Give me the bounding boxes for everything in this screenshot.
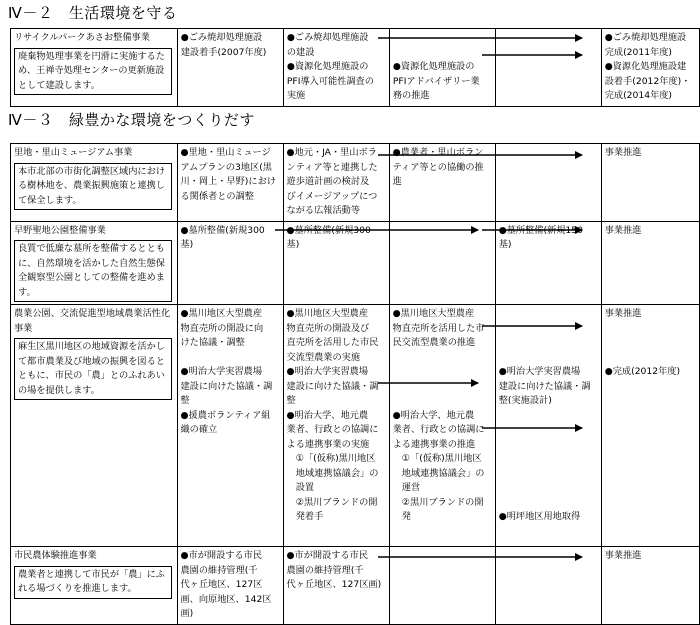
year-cell [601, 144, 699, 222]
plan-item: ●資源化処理施設の PFIアドバイザリー業 務の推進 [392, 61, 480, 101]
year-cell [601, 547, 699, 625]
table-row [11, 305, 700, 547]
plan-table-4-3 [10, 143, 700, 625]
project-title: 早野聖地公園整備事業 [14, 224, 106, 236]
year-cell [177, 305, 283, 547]
section-heading-4-3: Ⅳ－３ 緑豊かな環境をつくりだす [8, 111, 255, 129]
year-cell [283, 144, 389, 222]
plan-item: ●ごみ焼却処理施設 完成(2011年度) ●資源化処理施設建 設着手(2012年度)・ 完成(2014年度) [604, 32, 691, 101]
table-row [11, 29, 700, 107]
plan-item: ●墓所整備(新規150 基) [498, 224, 583, 250]
plan-item: ●ごみ焼却処理施設 建設着手(2007年度) [180, 32, 267, 58]
project-description: 農業者と連携して市民が「農」にふれる場づくりを推進します。 [14, 566, 172, 599]
project-title: 農業公園、交流促進型地域農業活性化事業 [14, 308, 171, 334]
plan-item: 事業推進 [604, 224, 642, 236]
year-cell [177, 29, 283, 107]
project-title: 里地・里山ミュージアム事業 [14, 147, 133, 158]
plan-item: ●明治大学実習農場 建設に向けた協議・調 整(実施設計) ●明坪地区用地取得 [498, 366, 591, 522]
plan-item: ●農業者・里山ボラン ティア等との協働の推 進 [392, 147, 484, 187]
plan-item: ●市が開設する市民 農園の維持管理(千 代ヶ丘地区、127区画) [286, 550, 382, 590]
project-cell [11, 305, 178, 547]
year-cell [495, 547, 601, 625]
year-cell [389, 221, 495, 305]
year-cell [177, 221, 283, 305]
year-cell [495, 144, 601, 222]
plan-item: 事業推進 [604, 550, 642, 561]
project-description: 廃棄物処理事業を円滑に実施するため、王禅寺処理センターの更新施設として建設します。 [14, 48, 172, 96]
project-cell [11, 547, 178, 625]
section-heading-4-2: Ⅳ－２ 生活環境を守る [8, 4, 178, 22]
year-cell [389, 305, 495, 547]
table-row [11, 547, 700, 625]
plan-item: ●市が開設する市民 農園の維持管理(千 代ヶ丘地区、127区 画、向原地区、142区 画) [180, 550, 272, 619]
plan-item: ●里地・里山ミュージ アムプランの3地区(黒 川・岡上・早野)におけ る関係者との調整 [180, 147, 276, 202]
year-cell [495, 29, 601, 107]
project-cell [11, 29, 178, 107]
year-cell [177, 547, 283, 625]
project-description: 良質で低廉な墓所を整備するとともに、自然環境を活かした自然生態保全観察型公園としての整備を進めます。 [14, 240, 172, 302]
plan-item: ●地元・JA・里山ボラ ンティア等と連携した 遊歩道計画の検討及 びイメージアップにつ ながる広報活動等 [286, 147, 378, 216]
plan-item: ●黒川地区大型農産 物直売所の開設に向 けた協議・調整 ●明治大学実習農場 建設に向けた協議・調 整 ●援農ボランティア組 織の確立 [180, 308, 273, 435]
project-description: 麻生区黒川地区の地域資源を活かして都市農業及び地域の振興を図るとともに、市民の「農」とのふれあいの場を提供します。 [14, 338, 172, 400]
project-title: 市民農体験推進事業 [14, 550, 97, 561]
plan-item: 事業推進 [604, 147, 642, 158]
table-row [11, 221, 700, 305]
year-cell [389, 144, 495, 222]
year-cell [601, 29, 699, 107]
year-cell [283, 221, 389, 305]
plan-item: ●墓所整備(新規300 基) [286, 224, 371, 250]
project-description: 本市北部の市街化調整区域内における樹林地を、農業振興施策と連携して保全します。 [14, 163, 172, 211]
table-row [11, 144, 700, 222]
year-cell [283, 305, 389, 547]
project-cell [11, 144, 178, 222]
year-cell [389, 29, 495, 107]
year-cell [283, 547, 389, 625]
plan-item: ●黒川地区大型農産 物直売所を活用した市 民交流型農業の推進 ●明治大学、地元農 業者、行政との協調に よる連携事業の推進 ①「(仮称)黒川地区 地域連携協議会」の 運営 ②黒川ブランドの開 発 [392, 308, 485, 522]
year-cell [177, 144, 283, 222]
plan-item: 事業推進 ●完成(2012年度) [604, 308, 681, 377]
plan-table-4-2 [10, 28, 700, 107]
plan-item: ●ごみ焼却処理施設 の建設 ●資源化処理施設の PFI導入可能性調査の 実施 [286, 32, 374, 101]
year-cell [283, 29, 389, 107]
year-cell [601, 305, 699, 547]
project-title: リサイクルパークあさお整備事業 [14, 32, 150, 43]
year-cell [495, 305, 601, 547]
plan-item: ●黒川地区大型農産 物直売所の開設及び 直売所を活用した市民 交流型農業の実施 ●明治大学実習農場 建設に向けた協議・調 整 ●明治大学、地元農 業者、行政との協調に よる連携事業の実施 ①「(仮称)黒川地区 地域連携協議会」の 設置 ②黒川ブランドの開 発着手 [286, 308, 379, 522]
year-cell [389, 547, 495, 625]
project-cell [11, 221, 178, 305]
plan-item: ●墓所整備(新規300 基) [180, 224, 265, 250]
year-cell [495, 221, 601, 305]
year-cell [601, 221, 699, 305]
